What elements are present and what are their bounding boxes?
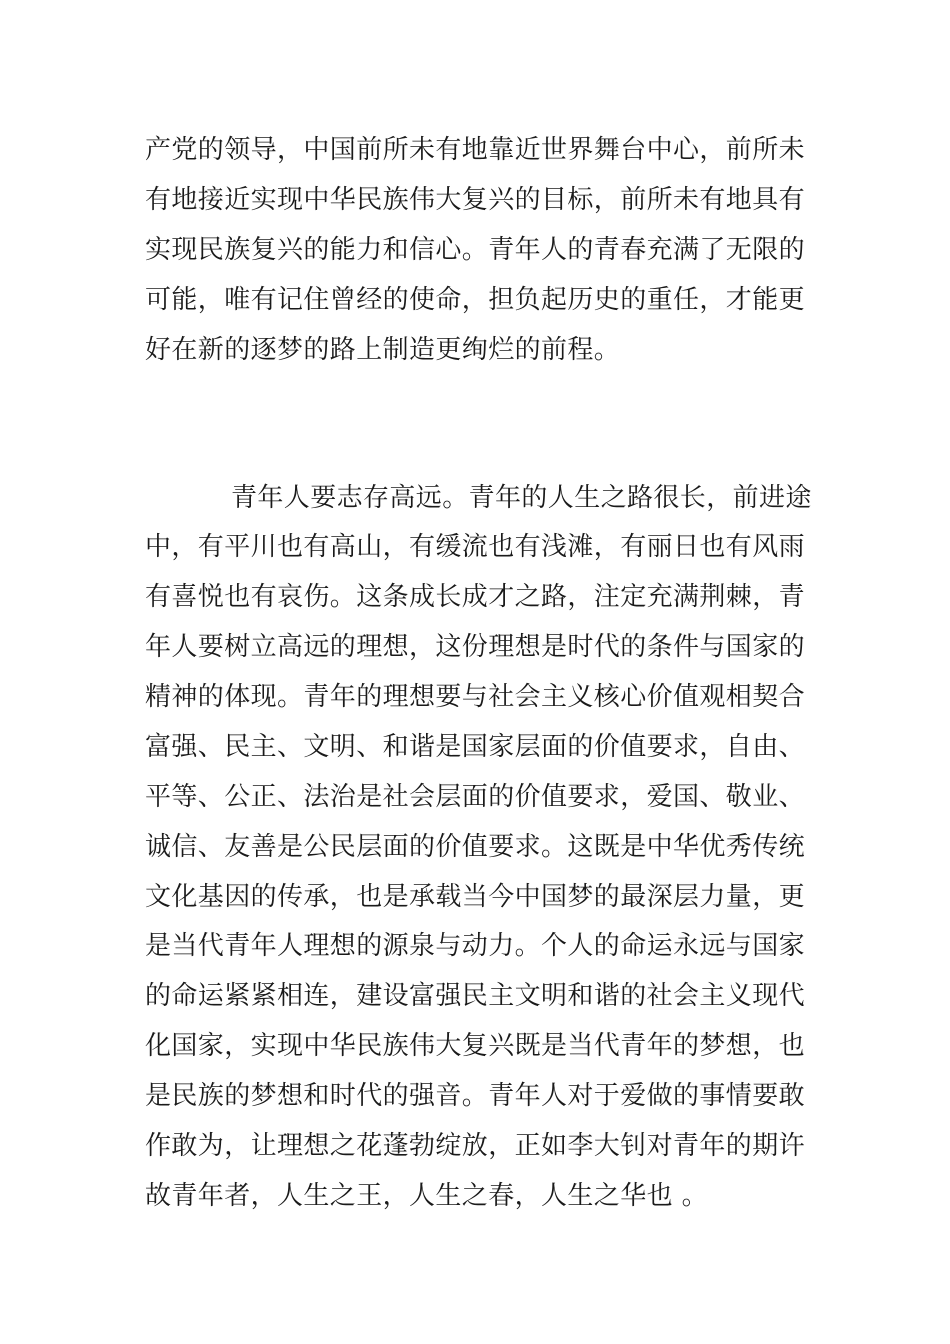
paragraph-2-line-6: 富强、民主、文明、和谐是国家层面的价值要求，自由、 xyxy=(145,732,806,762)
paragraph-2-line-11: 的命运紧紧相连，建设富强民主文明和谐的社会主义现代 xyxy=(145,981,806,1011)
paragraph-1-line-4: 可能，唯有记住曾经的使命，担负起历史的重任，才能更 xyxy=(145,285,806,315)
paragraph-2-line-1: 青年人要志存高远。青年的人生之路很长，前进途 xyxy=(231,483,812,513)
paragraph-1-line-5: 好在新的逐梦的路上制造更绚烂的前程。 xyxy=(145,335,621,365)
paragraph-2-line-5: 精神的体现。青年的理想要与社会主义核心价值观相契合 xyxy=(145,682,806,712)
paragraph-2-line-14: 作敢为，让理想之花蓬勃绽放，正如李大钊对青年的期许 xyxy=(145,1131,806,1161)
paragraph-2-line-10: 是当代青年人理想的源泉与动力。个人的命运永远与国家 xyxy=(145,931,806,961)
paragraph-2-line-2: 中，有平川也有高山，有缓流也有浅滩，有丽日也有风雨 xyxy=(145,532,806,562)
paragraph-2-line-15: 故青年者，人生之王，人生之春，人生之华也 。 xyxy=(145,1181,709,1211)
paragraph-2-line-3: 有喜悦也有哀伤。这条成长成才之路，注定充满荆棘，青 xyxy=(145,582,806,612)
paragraph-2-line-8: 诚信、友善是公民层面的价值要求。这既是中华优秀传统 xyxy=(145,832,806,862)
paragraph-1-line-1: 产党的领导，中国前所未有地靠近世界舞台中心，前所未 xyxy=(145,135,806,165)
paragraph-1-line-2: 有地接近实现中华民族伟大复兴的目标，前所未有地具有 xyxy=(145,185,806,215)
paragraph-2-line-7: 平等、公正、法治是社会层面的价值要求，爱国、敬业、 xyxy=(145,782,806,812)
paragraph-2-line-9: 文化基因的传承，也是承载当今中国梦的最深层力量，更 xyxy=(145,882,806,912)
paragraph-2-line-13: 是民族的梦想和时代的强音。青年人对于爱做的事情要敢 xyxy=(145,1081,806,1111)
paragraph-2-line-12: 化国家，实现中华民族伟大复兴既是当代青年的梦想，也 xyxy=(145,1031,806,1061)
paragraph-2-line-4: 年人要树立高远的理想，这份理想是时代的条件与国家的 xyxy=(145,632,806,662)
paragraph-1-line-3: 实现民族复兴的能力和信心。青年人的青春充满了无限的 xyxy=(145,235,806,265)
